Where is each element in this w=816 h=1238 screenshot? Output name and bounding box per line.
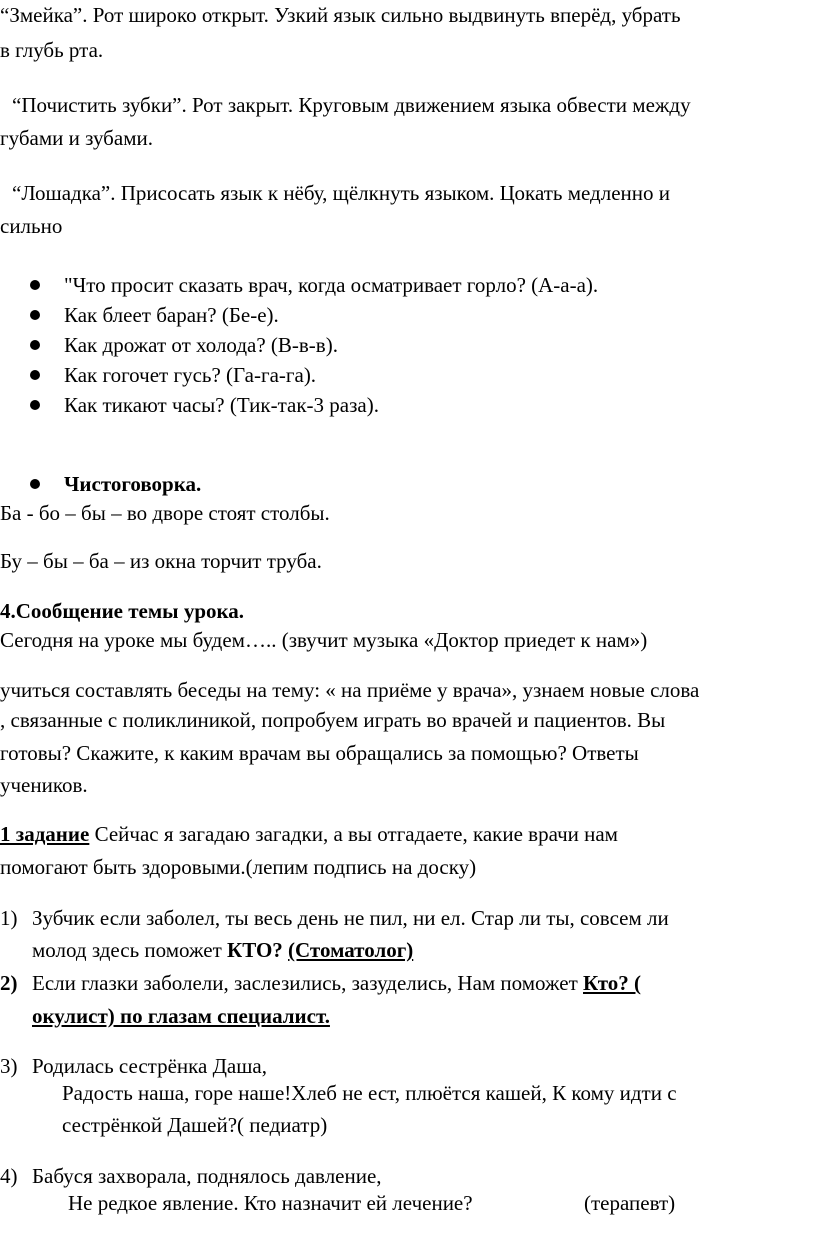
- riddle-1-kto: КТО?: [227, 938, 283, 962]
- task-text: Сейчас я загадаю загадки, а вы отгадаете, какие врачи нам: [89, 822, 618, 846]
- riddle-number: 2): [0, 971, 18, 995]
- riddle-2-answer-cont: окулист) по глазам специалист.: [32, 1004, 330, 1028]
- bullet-icon: [30, 340, 40, 350]
- riddle-number: 4): [0, 1164, 18, 1188]
- riddle-1-line-2: [32, 937, 413, 963]
- task-line: [0, 821, 618, 847]
- exercise-zubki: “Почистить зубки”. Рот закрыт. Круговым движением языка обвести между: [12, 93, 691, 117]
- bullet-icon: [30, 370, 40, 380]
- riddle-2-text: Если глазки заболели, заслезились, зазуделись, Нам поможет: [32, 971, 584, 995]
- riddle-1-line-1: Зубчик если заболел, ты весь день не пил, ни ел. Стар ли ты, совсем ли: [32, 906, 669, 930]
- topic-paragraph-line: , связанные с поликлиникой, попробуем играть во врачей и пациентов. Вы: [0, 708, 666, 732]
- riddle-number: 3): [0, 1054, 18, 1078]
- chistogovorka-line-1: Ба - бо – бы – во дворе стоят столбы.: [0, 501, 330, 525]
- riddle-3-line-3: сестрёнкой Дашей?( педиатр): [62, 1113, 328, 1137]
- exercise-zubki-cont: губами и зубами.: [0, 126, 153, 150]
- chistogovorka-line-2: Бу – бы – ба – из окна торчит труба.: [0, 549, 322, 573]
- chistogovorka-title: Чистоговорка.: [64, 472, 202, 496]
- riddle-3-line-1: Родилась сестрёнка Даша,: [32, 1054, 267, 1078]
- list-item: Как дрожат от холода? (В-в-в).: [64, 333, 338, 357]
- topic-line-1: Сегодня на уроке мы будем….. (звучит музыка «Доктор приедет к нам»): [0, 628, 648, 652]
- task-line-2: помогают быть здоровыми.(лепим подпись на доску): [0, 855, 477, 879]
- bullet-icon: [30, 280, 40, 290]
- riddle-4-line-1: Бабуся захворала, поднялось давление,: [32, 1164, 382, 1188]
- topic-paragraph-line: учиться составлять беседы на тему: « на приёме у врача», узнаем новые слова: [0, 678, 700, 702]
- riddle-1-text: молод здесь поможет: [32, 938, 227, 962]
- exercise-loshadka-cont: сильно: [0, 214, 63, 238]
- bullet-icon: [30, 400, 40, 410]
- list-item: Как блеет баран? (Бе-е).: [64, 303, 279, 327]
- list-item: Как тикают часы? (Тик-так-3 раза).: [64, 393, 379, 417]
- task-label: 1 задание: [0, 822, 90, 846]
- riddle-4-answer: (терапевт): [584, 1191, 676, 1215]
- exercise-zmeyka-cont: в глубь рта.: [0, 38, 104, 62]
- list-item: "Что просит сказать врач, когда осматривает горло? (А-а-а).: [64, 273, 599, 297]
- riddle-4-line-2: Не редкое явление. Кто назначит ей лечение?: [68, 1191, 473, 1215]
- topic-heading: 4.Сообщение темы урока.: [0, 599, 245, 623]
- riddle-number: 1): [0, 906, 18, 930]
- topic-paragraph-line: готовы? Скажите, к каким врачам вы обращались за помощью? Ответы: [0, 741, 639, 765]
- bullet-icon: [30, 479, 40, 489]
- riddle-3-line-2: Радость наша, горе наше!Хлеб не ест, плюётся кашей, К кому идти с: [62, 1081, 677, 1105]
- exercise-zmeyka: “Змейка”. Рот широко открыт. Узкий язык сильно выдвинуть вперёд, убрать: [0, 3, 681, 27]
- riddle-2-answer: Кто? (: [583, 971, 642, 995]
- list-item: Как гогочет гусь? (Га-га-га).: [64, 363, 317, 387]
- bullet-icon: [30, 310, 40, 320]
- exercise-loshadka: “Лошадка”. Присосать язык к нёбу, щёлкнуть языком. Цокать медленно и: [12, 181, 671, 205]
- topic-paragraph-line: учеников.: [0, 773, 88, 797]
- riddle-2-line-1: [32, 970, 641, 996]
- riddle-1-answer: (Стоматолог): [288, 938, 414, 962]
